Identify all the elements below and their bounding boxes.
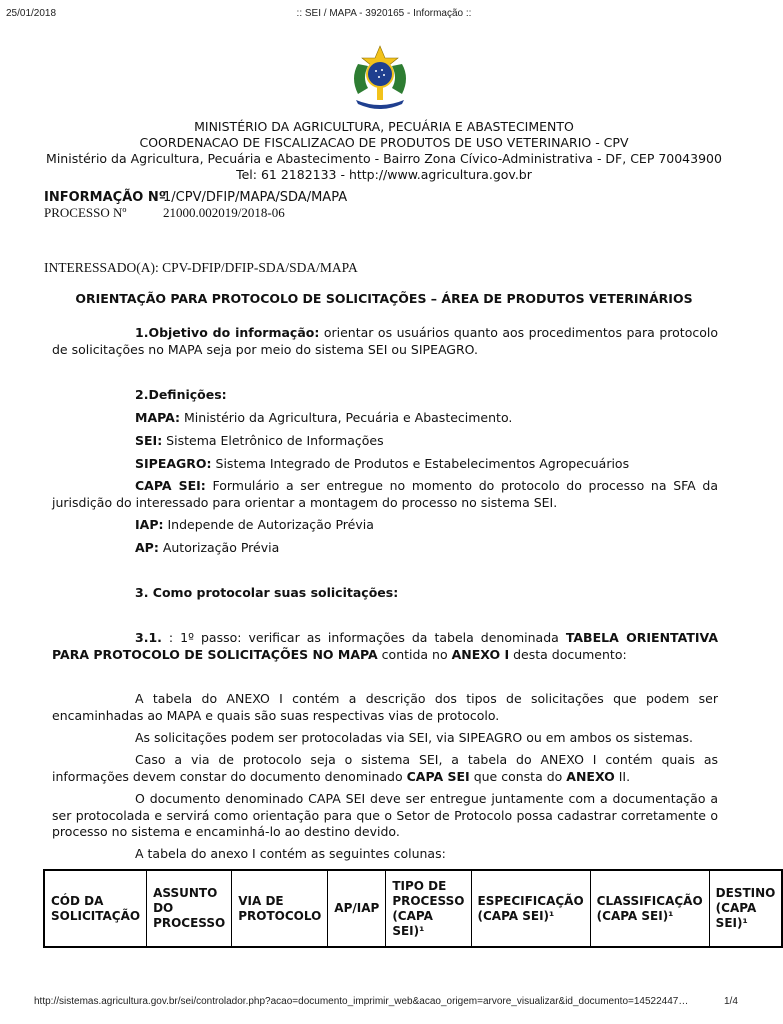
process-number-label: PROCESSO Nº <box>44 205 127 220</box>
definitions-heading: 2.Definições: <box>135 387 227 402</box>
print-title: :: SEI / MAPA - 3920165 - Informação :: <box>296 8 472 19</box>
table-cell: ASSUNTO DO PROCESSO <box>147 870 232 947</box>
print-date: 25/01/2018 <box>6 8 57 19</box>
columns-intro: A tabela do anexo I contém as seguintes colunas: <box>135 846 446 861</box>
coat-of-arms-icon <box>348 44 412 112</box>
protocol-paths-paragraph: As solicitações podem ser protocoladas via SEI, via SIPEAGRO ou em ambos os sistemas. <box>135 730 694 745</box>
table-cell: AP/IAP <box>328 870 386 947</box>
table-cell: VIA DE PROTOCOLO <box>232 870 328 947</box>
info-number-value: 1/CPV/DFIP/MAPA/SDA/MAPA <box>163 190 348 205</box>
table-cell: DESTINO (CAPA SEI)¹ <box>709 870 782 947</box>
info-number-label: INFORMAÇÃO Nº <box>44 190 167 205</box>
capa-sei-delivery-paragraph: O documento denominado CAPA SEI deve ser entregue juntamente com a documentação a ser protocolada e servirá como orientação para que o Setor de Protocolo possa cadastrar corretamente o processo no sistema e encaminhá-lo ao destino devido. <box>52 791 718 839</box>
print-url: http://sistemas.agricultura.gov.br/sei/controlador.php?acao=documento_imprimir_web&acao_origem=arvore_visualizar&id_documento=14522447… <box>34 996 689 1007</box>
definition-ap: AP: Autorização Prévia <box>135 540 280 555</box>
table-cell: CLASSIFICAÇÃO (CAPA SEI)¹ <box>590 870 709 947</box>
letterhead <box>0 119 768 183</box>
annex-paragraph: A tabela do ANEXO I contém a descrição dos tipos de solicitações que podem ser encaminhadas ao MAPA e quais são suas respectivas vias de protocolo. <box>52 691 718 723</box>
table-cell: ESPECIFICAÇÃO (CAPA SEI)¹ <box>471 870 590 947</box>
section-objective <box>52 325 718 358</box>
letterhead-coordination: COORDENACAO DE FISCALIZACAO DE PRODUTOS DE USO VETERINARIO - CPV <box>139 135 629 150</box>
definition-sei: SEI: Sistema Eletrônico de Informações <box>135 433 384 448</box>
page-number: 1/4 <box>724 996 738 1007</box>
process-number-value: 21000.002019/2018-06 <box>163 205 285 220</box>
definition-sipeagro: SIPEAGRO: Sistema Integrado de Produtos e Estabelecimentos Agropecuários <box>135 456 630 471</box>
columns-table <box>43 869 783 948</box>
definition-mapa: MAPA: Ministério da Agricultura, Pecuária e Abastecimento. <box>135 410 513 425</box>
document-title: ORIENTAÇÃO PARA PROTOCOLO DE SOLICITAÇÕES – ÁREA DE PRODUTOS VETERINÁRIOS <box>75 291 693 306</box>
step-3-1: 3.1. : 1º passo: verificar as informações da tabela denominada TABELA ORIENTATIVA PARA PROTOCOLO DE SOLICITAÇÕES NO MAPA contida no ANEXO I desta documento: <box>52 630 718 662</box>
letterhead-contact: Tel: 61 2182133 - http://www.agricultura.gov.br <box>236 167 532 182</box>
definition-iap: IAP: Independe de Autorização Prévia <box>135 517 374 532</box>
objective-label: 1.Objetivo do informação: <box>135 325 320 340</box>
definition-capa-sei: CAPA SEI: Formulário a ser entregue no momento do protocolo do processo na SFA da jurisdição do interessado para orientar a montagem do processo no sistema SEI. <box>52 478 718 510</box>
table-cell: TIPO DE PROCESSO (CAPA SEI)¹ <box>386 870 471 947</box>
objective-text: orientar os usuários quanto aos procedimentos para protocolo de solicitações no MAPA seja por meio do sistema SEI ou SIPEAGRO. <box>52 325 718 357</box>
letterhead-ministry: MINISTÉRIO DA AGRICULTURA, PECUÁRIA E ABASTECIMENTO <box>194 119 574 134</box>
letterhead-address: Ministério da Agricultura, Pecuária e Abastecimento - Bairro Zona Cívico-Administrativa - DF, CEP 70043900 <box>46 151 722 166</box>
table-cell: CÓD DA SOLICITAÇÃO <box>44 870 147 947</box>
interessado: INTERESSADO(A): CPV-DFIP/DFIP-SDA/SDA/MAPA <box>44 260 358 275</box>
how-to-heading: 3. Como protocolar suas solicitações: <box>135 585 399 600</box>
table-row <box>44 870 782 947</box>
capa-sei-paragraph: Caso a via de protocolo seja o sistema SEI, a tabela do ANEXO I contém quais as informações devem constar do documento denominado CAPA SEI que consta do ANEXO II. <box>52 752 718 784</box>
